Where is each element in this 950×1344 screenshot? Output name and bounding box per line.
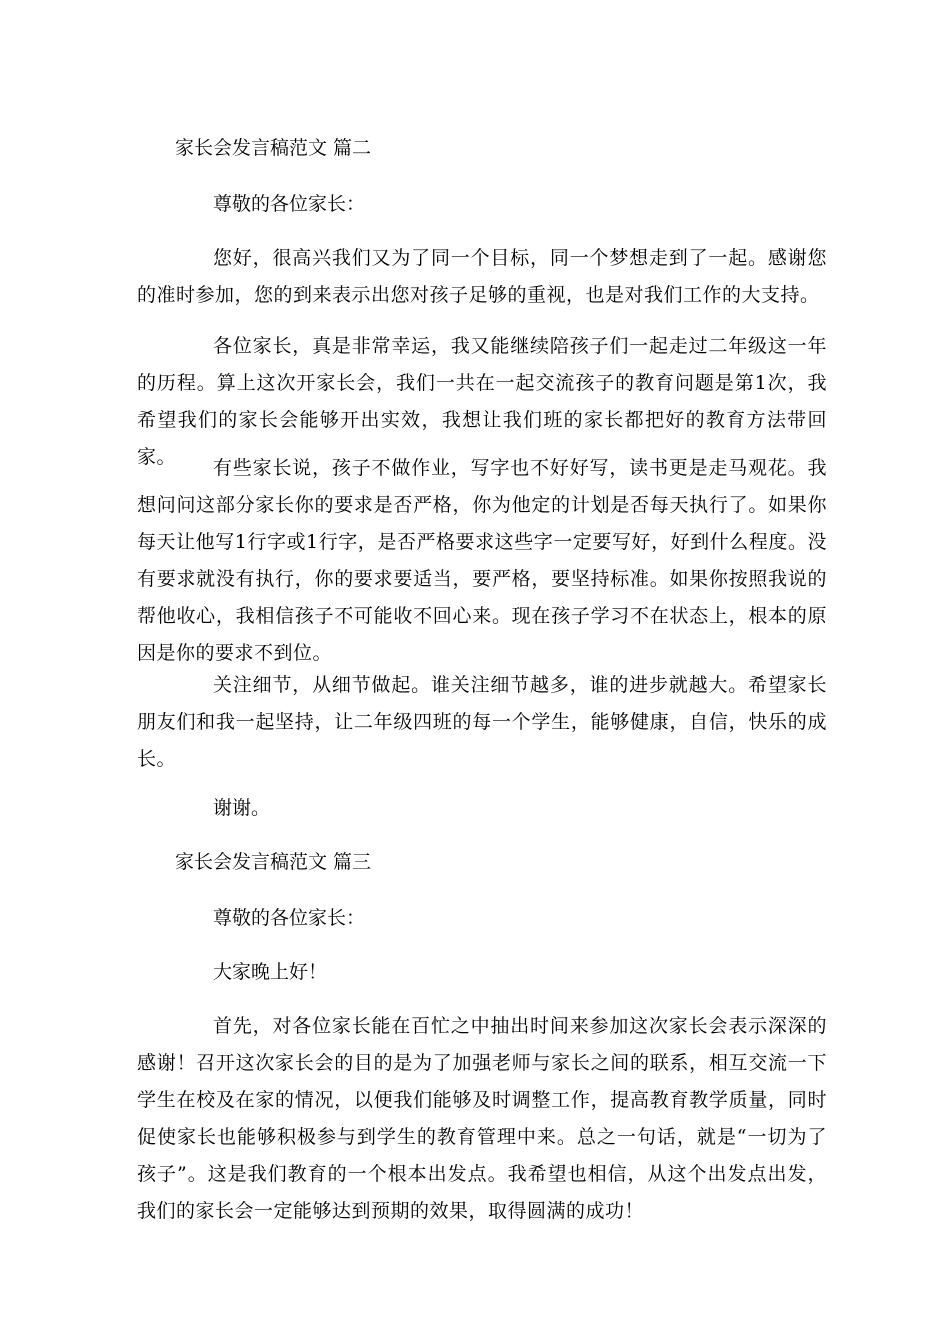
paragraph: 关注细节，从细节做起。谁关注细节越多，谁的进步就越大。希望家长朋友们和我一起坚持，让二年级四班的每一个学生，能够健康，自信，快乐的成长。: [137, 674, 827, 770]
section-title: 家长会发言稿范文 篇三: [175, 851, 372, 873]
section-title: 家长会发言稿范文 篇二: [175, 137, 372, 159]
closing-text: 谢谢。: [213, 797, 271, 819]
paragraph: 有些家长说，孩子不做作业，写字也不好好写，读书更是走马观花。我想问问这部分家长你的要求是否严格，你为他定的计划是否每天执行了。如果你每天让他写1行字或1行字，是否严格要求这些字一定要写好，好到什么程度。没有要求就没有执行，你的要求要适当，要严格，要坚持标准。如果你按照我说的帮他收心，我相信孩子不可能收不回心来。现在孩子学习不在状态上，根本的原因是你的要求不到位。: [137, 457, 827, 664]
greeting: 尊敬的各位家长：: [213, 907, 366, 929]
paragraph: 首先，对各位家长能在百忙之中抽出时间来参加这次家长会表示深深的感谢！召开这次家长会的目的是为了加强老师与家长之间的联系，相互交流一下学生在校及在家的情况，以便我们能够及时调整工作，提高教育教学质量，同时促使家长也能够积极参与到学生的教育管理中来。总之一句话，就是“一切为了孩子”。这是我们教育的一个根本出发点。我希望也相信，从这个出发点出发，我们的家长会一定能够达到预期的效果，取得圆满的成功！: [137, 1015, 827, 1222]
paragraph: 您好，很高兴我们又为了同一个目标，同一个梦想走到了一起。感谢您的准时参加，您的到来表示出您对孩子足够的重视，也是对我们工作的大支持。: [137, 247, 827, 306]
greeting: 尊敬的各位家长：: [213, 193, 366, 215]
opening-text: 大家晚上好！: [213, 961, 328, 983]
paragraph: 各位家长，真是非常幸运，我又能继续陪孩子们一起走过二年级这一年的历程。算上这次开家长会，我们一共在一起交流孩子的教育问题是第1次，我希望我们的家长会能够开出实效，我想让我们班的家长都把好的教育方法带回家。: [137, 335, 827, 468]
